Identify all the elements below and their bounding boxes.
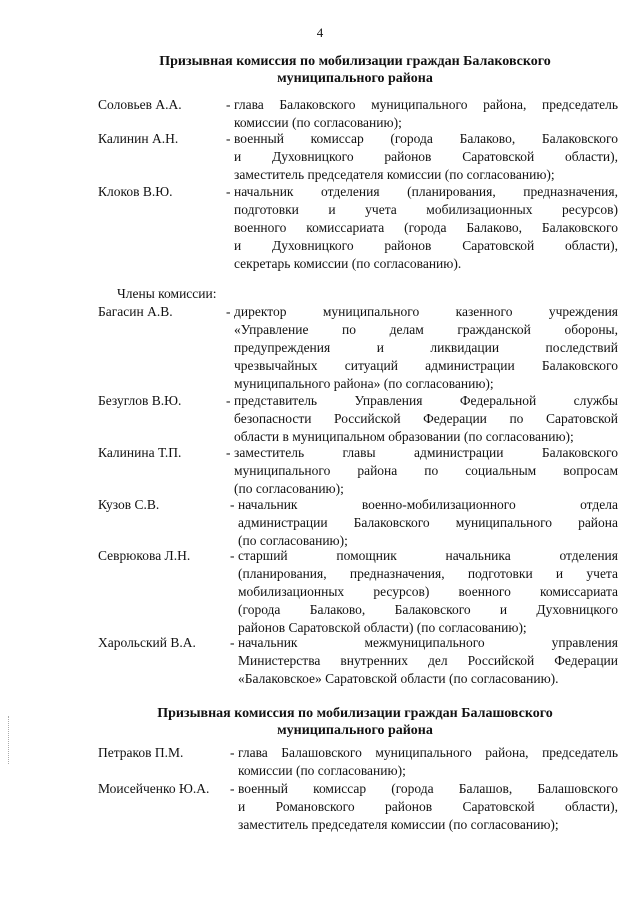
role-line: секретарь комиссии (по согласованию).	[234, 256, 462, 271]
member-name: Соловьев А.А.	[98, 97, 182, 112]
role-line: (города Балаково, Балаковского и Духовницкого	[238, 602, 618, 617]
member-entry	[98, 130, 618, 184]
member-entry	[98, 744, 618, 780]
entry-dash: -	[230, 745, 235, 760]
role-line: глава Балаковского муниципального района, председатель	[234, 97, 618, 112]
member-role-description	[234, 130, 618, 184]
member-entry	[98, 780, 618, 834]
role-line: муниципального района по социальным вопросам	[234, 463, 618, 478]
member-name: Калинин А.Н.	[98, 131, 179, 146]
entry-dash: -	[226, 445, 231, 460]
section-title-line: Призывная комиссия по мобилизации граждан Балашовского	[157, 706, 553, 721]
role-line: администрации Балаковского муниципального района	[238, 515, 618, 530]
section-title-line: муниципального района	[277, 723, 433, 738]
member-role-description	[238, 634, 618, 688]
role-line: заместитель председателя комиссии (по согласованию);	[238, 817, 559, 832]
role-line: предупреждения и ликвидации последствий	[234, 340, 618, 355]
role-line: и Духовницкого районов Саратовской области),	[234, 238, 618, 253]
role-line: комиссии (по согласованию);	[234, 115, 402, 130]
role-line: и Духовницкого районов Саратовской области),	[234, 149, 618, 164]
role-line: директор муниципального казенного учреждения	[234, 304, 618, 319]
member-name: Багасин А.В.	[98, 304, 173, 319]
section-title-line: Призывная комиссия по мобилизации граждан Балаковского	[159, 54, 551, 69]
margin-mark	[8, 716, 10, 764]
entry-dash: -	[226, 97, 231, 112]
member-role-description	[238, 744, 618, 780]
entry-dash: -	[226, 131, 231, 146]
member-name: Калинина Т.П.	[98, 445, 182, 460]
role-line: безопасности Российской Федерации по Саратовской	[234, 411, 618, 426]
member-name: Севрюкова Л.Н.	[98, 548, 191, 563]
member-entry	[98, 96, 618, 132]
role-line: начальник межмуниципального управления	[238, 635, 618, 650]
role-line: области в муниципальном образовании (по согласованию);	[234, 429, 574, 444]
role-line: военный комиссар (города Балаково, Балаковского	[234, 131, 618, 146]
role-line: старший помощник начальника отделения	[238, 548, 618, 563]
role-line: мобилизационных ресурсов) военного комиссариата	[238, 584, 618, 599]
entry-dash: -	[230, 781, 235, 796]
member-name: Петраков П.М.	[98, 745, 184, 760]
role-line: и Романовского районов Саратовской области),	[238, 799, 618, 814]
role-line: районов Саратовской области) (по согласованию);	[238, 620, 527, 635]
role-line: заместитель главы администрации Балаковского	[234, 445, 618, 460]
role-line: представитель Управления Федеральной службы	[234, 393, 618, 408]
role-line: заместитель председателя комиссии (по согласованию);	[234, 167, 555, 182]
member-role-description	[234, 303, 618, 393]
member-name: Клоков В.Ю.	[98, 184, 173, 199]
member-name: Кузов С.В.	[98, 497, 160, 512]
member-entry	[98, 547, 618, 637]
members-label: Члены комиссии:	[117, 286, 217, 301]
entry-dash: -	[226, 393, 231, 408]
member-entry	[98, 634, 618, 688]
member-entry	[98, 444, 618, 498]
role-line: Министерства внутренних дел Российской Федерации	[238, 653, 618, 668]
member-entry	[98, 496, 618, 550]
member-role-description	[234, 96, 618, 132]
role-line: (по согласованию);	[238, 533, 348, 548]
role-line: (по согласованию);	[234, 481, 344, 496]
role-line: комиссии (по согласованию);	[238, 763, 406, 778]
role-line: (планирования, предназначения, подготовки и учета	[238, 566, 618, 581]
member-name: Безуглов В.Ю.	[98, 393, 182, 408]
role-line: «Балаковское» Саратовской области (по согласованию).	[238, 671, 559, 686]
entry-dash: -	[226, 304, 231, 319]
role-line: подготовки и учета мобилизационных ресурсов)	[234, 202, 618, 217]
member-entry	[98, 303, 618, 393]
member-name: Харольский В.А.	[98, 635, 196, 650]
member-role-description	[238, 547, 618, 637]
role-line: глава Балашовского муниципального района, председатель	[238, 745, 618, 760]
section-title-balakovo	[90, 53, 620, 87]
role-line: начальник отделения (планирования, предназначения,	[234, 184, 618, 199]
section-title-line: муниципального района	[277, 71, 433, 86]
member-role-description	[238, 780, 618, 834]
role-line: военного комиссариата (города Балаково, Балаковского	[234, 220, 618, 235]
section-title-balashov	[90, 705, 620, 739]
entry-dash: -	[230, 635, 235, 650]
member-name: Моисейченко Ю.А.	[98, 781, 210, 796]
member-role-description	[234, 444, 618, 498]
role-line: чрезвычайных ситуаций администрации Балаковского	[234, 358, 618, 373]
member-entry	[98, 183, 618, 273]
role-line: муниципального района» (по согласованию);	[234, 376, 494, 391]
member-role-description	[238, 496, 618, 550]
page-number: 4	[316, 25, 324, 40]
role-line: начальник военно-мобилизационного отдела	[238, 497, 618, 512]
entry-dash: -	[226, 184, 231, 199]
role-line: «Управление по делам гражданской обороны,	[234, 322, 618, 337]
member-role-description	[234, 392, 618, 446]
entry-dash: -	[230, 548, 235, 563]
entry-dash: -	[230, 497, 235, 512]
role-line: военный комиссар (города Балашов, Балашовского	[238, 781, 618, 796]
member-entry	[98, 392, 618, 446]
member-role-description	[234, 183, 618, 273]
